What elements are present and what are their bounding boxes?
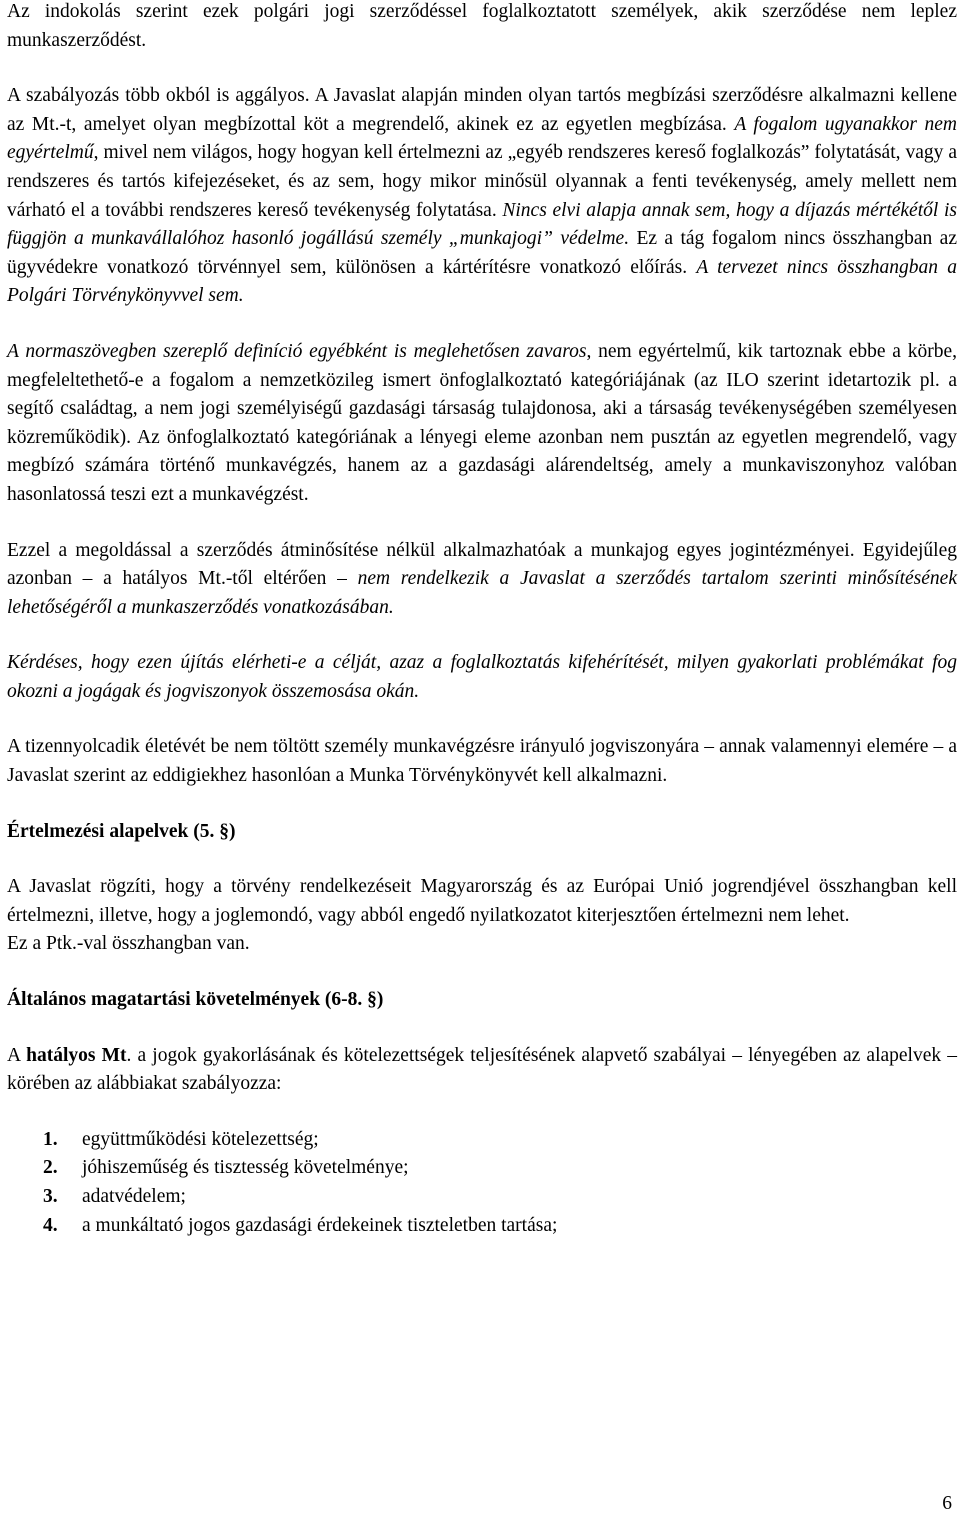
list-number: 3.: [43, 1186, 58, 1207]
italic-run: Kérdéses, hogy ezen újítás elérheti-e a célját, azaz a foglalkoztatás kifehérítését, milyen gyakorlati problémákat fog okozni a jogágak és jogviszonyok összemosása okán.: [7, 652, 957, 702]
section-heading-interpretation: Értelmezési alapelvek (5. §): [7, 820, 236, 842]
paragraph-6: A tizennyolcadik életévét be nem töltött személy munkavégzésre irányuló jogviszonyára – annak valamennyi elemére – a Javaslat szerint az eddigiekhez hasonlóan a Munka Törvénykönyvét kell alkalmazni.: [7, 736, 957, 787]
list-number: 2.: [43, 1157, 58, 1179]
bold-run: hatályos Mt: [26, 1044, 127, 1066]
italic-run: A tervezet nincs összhangban a Polgári Törvénykönyvvel sem.: [7, 256, 958, 307]
paragraph-4: [7, 537, 957, 623]
italic-run: A fogalom ugyanakkor nem egyértelmű: [7, 113, 957, 164]
text-run: A szabályozás több okból is aggályos. A Javaslat alapján minden olyan tartós megbízási szerződésre alkalmazni kellene az Mt.-t, amelyet olyan megbízottal köt a megrendelő, akinek ez az egyetlen megbízása.: [7, 85, 957, 135]
list-number: 4.: [43, 1214, 58, 1236]
paragraph-8: Ez a Ptk.-val összhangban van.: [7, 933, 250, 955]
document-page: [7, 0, 957, 1240]
list-text: a munkáltató jogos gazdasági érdekeinek tiszteletben tartása;: [82, 1214, 558, 1236]
italic-run: Nincs elvi alapja annak sem, hogy a díjazás mértékétől is függjön a munkavállalóhoz hasonló jogállású személy „munkajogi” védelme.: [7, 199, 957, 250]
list-item: [7, 1154, 957, 1183]
paragraph-2: [7, 82, 957, 311]
paragraph-5: [7, 649, 957, 706]
page-number: 6: [942, 1493, 952, 1514]
text-run: , nem egyértelmű, kik tartoznak ebbe a körbe, megfeleltethető-e a fogalom a nemzetközileg ismert önfoglalkoztató kategóriájának (az ILO szerint idetartozik pl. a segítő családtag, a nem jogi személyiségű gazdasági társaság tulajdonosa, aki a társaság tevékenységében személyesen közreműködik). Az önfoglalkoztató kategóriának a lényegi eleme azonban nem pusztán az egyetlen megrendelő, vagy megbízó számára történő munkavégzés, hanem az a gazdasági alárendeltség, amely a munkaviszonyhoz valóban hasonlatossá teszi ezt a munkavégzést.: [7, 340, 957, 505]
numbered-list: [7, 1126, 957, 1240]
paragraph-9: [7, 1042, 957, 1099]
section-heading-conduct: Általános magatartási követelmények (6-8. §): [7, 989, 384, 1011]
list-text: jóhiszeműség és tisztesség követelménye;: [82, 1157, 409, 1179]
italic-run: nem rendelkezik a Javaslat a szerződés tartalom szerinti minősítésének lehetőségéről a munkaszerződés vonatkozásában.: [7, 568, 957, 618]
list-item: [7, 1212, 957, 1241]
paragraph-3: [7, 338, 957, 510]
text-run: A: [7, 1044, 27, 1066]
list-item: [7, 1126, 957, 1155]
text-run: Ez a tág fogalom nincs összhangban az ügyvédekre vonatkozó törvénnyel sem, különösen a kártérítésre vonatkozó előírás.: [7, 228, 957, 278]
list-text: adatvédelem;: [82, 1186, 186, 1207]
text-run: Ezzel a megoldással a szerződés átminősítése nélkül alkalmazhatóak a munkajog egyes jogintézményei. Egyidejűleg azonban – a hatályos Mt.-től eltérően –: [7, 539, 957, 590]
text-run: , mivel nem világos, hogy hogyan kell értelmezni az „egyéb rendszeres kereső foglalkozás” folytatását, vagy a rendszeres és tartós kifejezéseket, és az sem, hogy mikor minősül olyannak a fenti tevékenység, amely mellett nem várható el a további rendszeres kereső tevékenység folytatása.: [7, 142, 957, 221]
list-item: [7, 1183, 957, 1212]
list-text: együttműködési kötelezettség;: [82, 1128, 319, 1150]
paragraph-7: A Javaslat rögzíti, hogy a törvény rendelkezéseit Magyarország és az Európai Unió jogrendjével összhangban kell értelmezni, illetve, hogy a joglemondó, vagy abból engedő nyilatkozatot kiterjesztően értelmezni nem lehet.: [7, 876, 957, 926]
text-run: . a jogok gyakorlásának és kötelezettségek teljesítésének alapvető szabályai – lényegében az alapelvek – körében az alábbiakat szabályozza:: [7, 1044, 957, 1095]
italic-run: A normaszövegben szereplő definíció egyébként is meglehetősen zavaros: [7, 340, 587, 362]
list-number: 1.: [43, 1128, 58, 1150]
paragraph-1: Az indokolás szerint ezek polgári jogi szerződéssel foglalkoztatott személyek, akik szerződése nem leplez munkaszerződést.: [7, 1, 957, 51]
